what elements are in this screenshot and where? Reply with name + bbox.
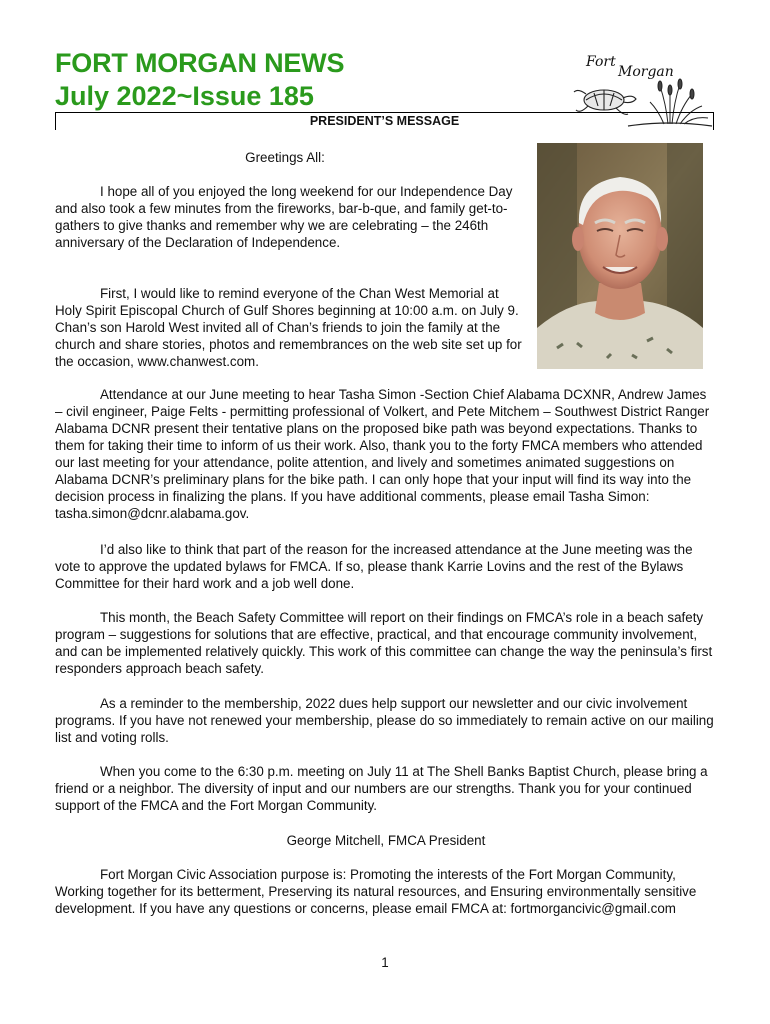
paragraph-dues-reminder: As a reminder to the membership, 2022 dues help support our newsletter and our civic involvement programs. If you have not renewed your membership, please do so immediately to remain active on our mailing list and voting rolls. [55, 696, 714, 745]
paragraph-fmca-purpose: Fort Morgan Civic Association purpose is: Promoting the interests of the Fort Morgan Community, Working together for its betterment, Preserving its natural resources, and Ensuring environmentally sensitive development. If you have any questions or concerns, please email FMCA at: fortmorgancivic@gmail.com [55, 867, 697, 916]
masthead-issue: July 2022~Issue 185 [55, 81, 314, 111]
logo-text-fort: Fort [586, 54, 616, 70]
section-heading: PRESIDENT’S MESSAGE [55, 112, 714, 130]
logo-text-morgan: Morgan [618, 64, 674, 80]
president-portrait [537, 143, 703, 369]
paragraph-chan-west-memorial: First, I would like to remind everyone of the Chan West Memorial at Holy Spirit Episcopal Church of Gulf Shores beginning at 10:00 a.m. on July 9. Chan’s son Harold West invited all of Chan’s friends to join the family at the church and share stories, photos and remembrances on the web site set up for the occasion, www.chanwest.com. [55, 286, 522, 369]
masthead-title: FORT MORGAN NEWS [55, 48, 345, 78]
paragraph-bylaws: I’d also like to think that part of the reason for the increased attendance at the June meeting was the vote to approve the updated bylaws for FMCA. If so, please thank Karrie Lovins and the rest of the Bylaws Committee for their hard work and a job well done. [55, 542, 693, 591]
paragraph-july-meeting: When you come to the 6:30 p.m. meeting on July 11 at The Shell Banks Baptist Church, please bring a friend or a neighbor. The diversity of input and our numbers are our strengths. Thank you for your continued support of the FMCA and the Fort Morgan Community. [55, 764, 708, 813]
paragraph-beach-safety: This month, the Beach Safety Committee will report on their findings on FMCA’s role in a beach safety program – suggestions for solutions that are effective, practical, and that encourage community involvement, and can be implemented relatively quickly. This work of this committee can change the way the peninsula’s first responders approach beach safety. [55, 610, 713, 676]
greeting: Greetings All: [245, 150, 325, 165]
signature: George Mitchell, FMCA President [286, 833, 486, 848]
paragraph-independence-day: I hope all of you enjoyed the long weekend for our Independence Day and also took a few minutes from the fireworks, bar-b-que, and family get-to-gathers to give thanks and remember why we are celebrating – the 246th anniversary of the Declaration of Independence. [55, 184, 513, 250]
turtle-icon [574, 90, 636, 114]
paragraph-june-meeting: Attendance at our June meeting to hear Tasha Simon -Section Chief Alabama DCXNR, Andrew James – civil engineer, Paige Felts - permitting professional of Volkert, and Pete Mitchem – Southwest District Ranger Alabama DCNR present their tentative plans on the proposed bike path was beyond expectations. Thanks to them for taking their time to inform of us their work. Also, thank you to the forty FMCA members who attended our last meeting for your attendance, polite attention, and lively and sometimes animated suggestions on Alabama DCNR’s preliminary plans for the bike path. I can only hope that your input will find its way into the decision process in finalizing the plans. If you have additional comments, please email Tasha Simon: tasha.simon@dcnr.alabama.gov. [55, 387, 710, 521]
page-number: 1 [381, 955, 389, 970]
